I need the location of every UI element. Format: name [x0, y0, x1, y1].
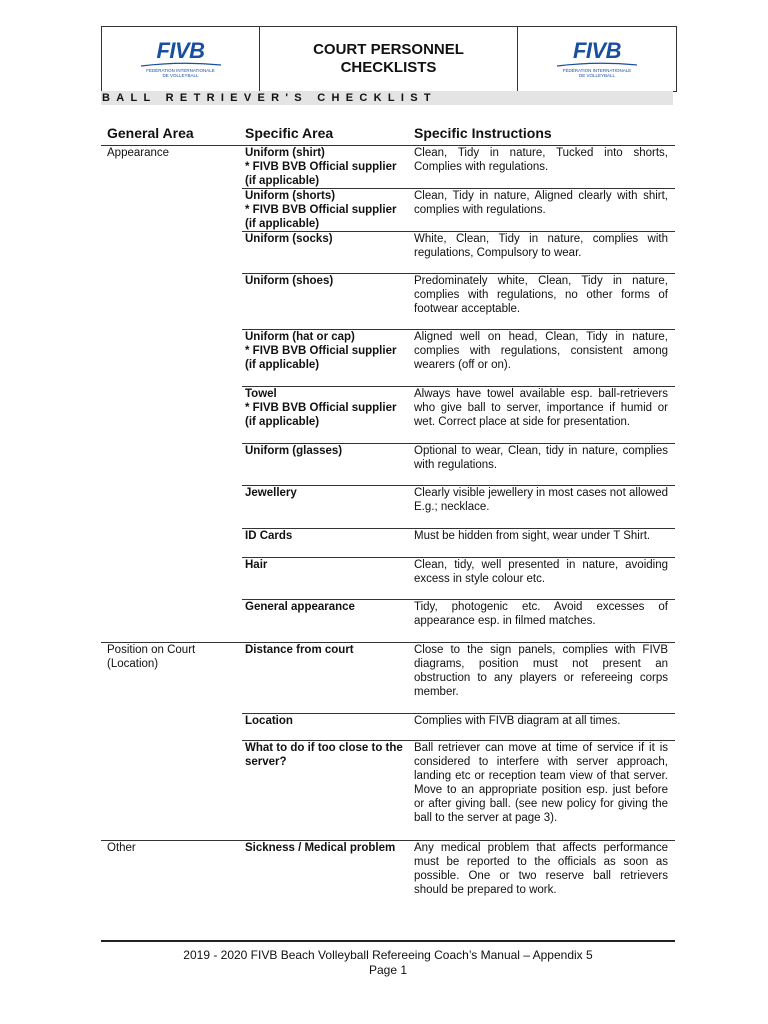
title-line: CHECKLISTS	[340, 59, 437, 76]
logo-subtext: FÉDÉRATION INTERNATIONALE	[146, 68, 215, 73]
instructions-cell: Aligned well on head, Clean, Tidy in nature, complies with regulations, consistent among wearers (off or on).	[414, 331, 668, 371]
logo-text: FIVB	[572, 38, 622, 63]
specific-area-cell: General appearance	[245, 601, 355, 613]
column-header-general: General Area	[107, 125, 194, 141]
specific-area-cell: Jewellery	[245, 487, 297, 499]
specific-area-cell: Uniform (shorts) * FIVB BVB Official supplier (if applicable)	[245, 190, 397, 230]
fivb-logo-right	[518, 27, 676, 91]
specific-area-cell: Uniform (glasses)	[245, 445, 343, 457]
instructions-cell: Predominately white, Clean, Tidy in nature, complies with regulations, no other forms of footwear acceptable.	[414, 275, 668, 315]
footer-text: 2019 - 2020 FIVB Beach Volleyball Refereeing Coach’s Manual – Appendix 5	[183, 948, 593, 962]
section-title-bar	[101, 91, 673, 105]
instructions-cell: Clearly visible jewellery in most cases not allowed E.g.; necklace.	[414, 487, 668, 513]
logo-text: FIVB	[156, 38, 205, 63]
instructions-cell: Must be hidden from sight, wear under T Shirt.	[414, 530, 651, 542]
instructions-cell: Ball retriever can move at time of service if it is considered to interfere with server approach, landing etc or reception team view of that server. Move to an appropriate position esp. just before or after giving ball. (see new policy for giving the ball to the server at page 3).	[414, 742, 668, 824]
instructions-cell: Clean, tidy, well presented in nature, avoiding excess in style colour etc.	[414, 559, 668, 585]
instructions-cell: Clean, Tidy in nature, Aligned clearly with shirt, complies with regulations.	[414, 190, 668, 216]
specific-area-cell: Hair	[245, 559, 268, 571]
logo-subtext: FÉDÉRATION INTERNATIONALE	[562, 68, 632, 73]
instructions-cell: Complies with FIVB diagram at all times.	[414, 715, 621, 727]
fivb-logo-left	[102, 27, 260, 91]
specific-area-cell: Uniform (shoes)	[245, 275, 334, 287]
instructions-cell: Clean, Tidy in nature, Tucked into shorts, Complies with regulations.	[414, 147, 668, 173]
logo-subtext: DE VOLLEYBALL	[162, 73, 199, 78]
specific-area-cell: What to do if too close to the server?	[245, 742, 403, 768]
title-line: COURT PERSONNEL	[313, 41, 464, 58]
instructions-cell: White, Clean, Tidy in nature, complies with regulations, Compulsory to wear.	[414, 233, 668, 259]
logo-subtext: DE VOLLEYBALL	[578, 73, 616, 78]
header-table	[101, 26, 677, 92]
general-area-cell: Position on Court (Location)	[107, 644, 196, 670]
section-title: BALL RETRIEVER'S CHECKLIST	[102, 92, 437, 104]
column-header-specific: Specific Area	[245, 125, 334, 141]
instructions-cell: Close to the sign panels, complies with FIVB diagrams, position must not present an obstruction to any players or refereeing corps member.	[414, 644, 668, 698]
specific-area-cell: Distance from court	[245, 644, 354, 656]
specific-area-cell: Uniform (hat or cap) * FIVB BVB Official supplier (if applicable)	[245, 331, 397, 371]
specific-area-cell: Sickness / Medical problem	[245, 842, 396, 854]
page-title	[260, 27, 518, 91]
specific-area-cell: Location	[245, 715, 293, 727]
footer-divider	[101, 940, 675, 942]
instructions-cell: Any medical problem that affects performance must be reported to the officials as soon as possible. One or two reserve ball retrievers should be prepared to work.	[414, 842, 668, 896]
general-area-cell: Appearance	[107, 147, 170, 159]
specific-area-cell: ID Cards	[245, 530, 293, 542]
specific-area-cell: Uniform (socks)	[245, 233, 333, 245]
instructions-cell: Tidy, photogenic etc. Avoid excesses of appearance esp. in filmed matches.	[414, 601, 668, 627]
footer-page-number: Page 1	[368, 963, 408, 977]
instructions-cell: Always have towel available esp. ball-retrievers who give ball to server, importance if humid or wet. Correct place at side for presentation.	[414, 388, 668, 428]
specific-area-cell: Towel * FIVB BVB Official supplier (if applicable)	[245, 388, 397, 428]
column-header-instructions: Specific Instructions	[414, 125, 552, 141]
instructions-cell: Optional to wear, Clean, tidy in nature, complies with regulations.	[414, 445, 668, 471]
general-area-cell: Other	[107, 842, 136, 854]
specific-area-cell: Uniform (shirt) * FIVB BVB Official supplier (if applicable)	[245, 147, 397, 187]
